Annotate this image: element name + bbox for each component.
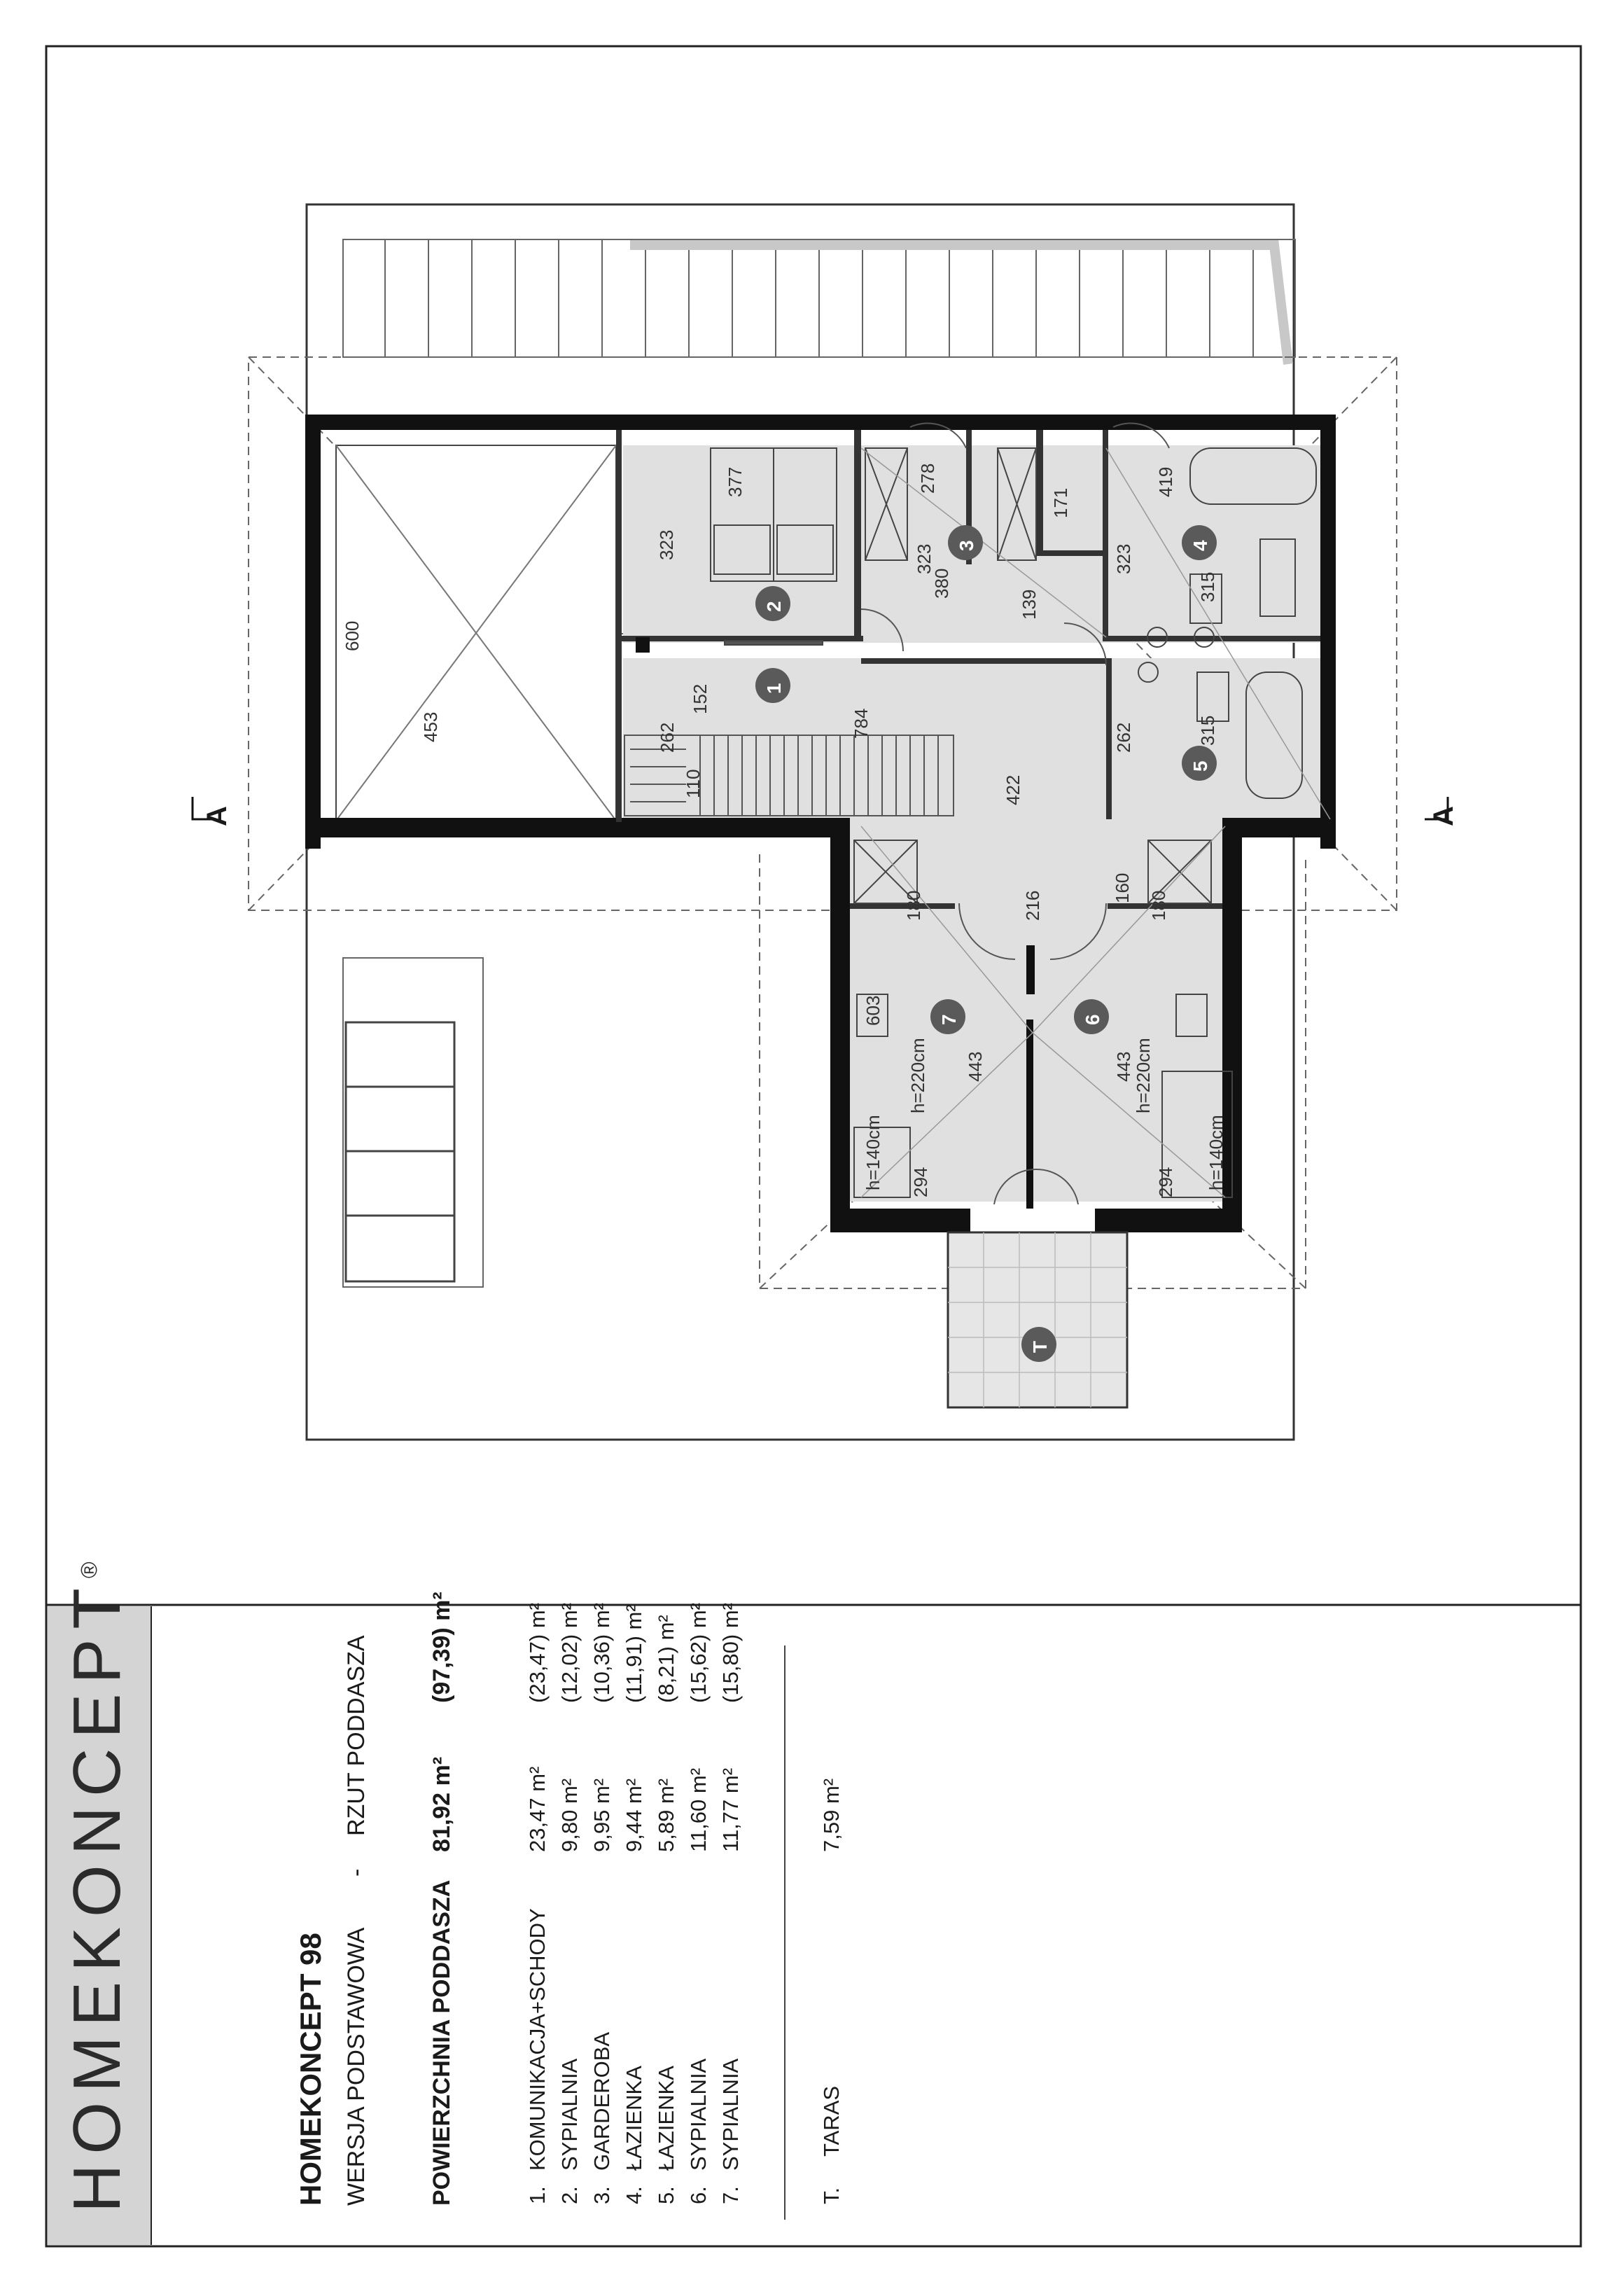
dimension-d323c: 323 (1113, 543, 1134, 574)
dimension-d323a: 323 (656, 529, 677, 560)
dimension-d110: 110 (683, 769, 704, 798)
logo-text: HOMEKONCEPT (60, 1578, 134, 2213)
terrace (948, 1232, 1127, 1407)
room-6-name: SYPIALNIA (686, 2058, 711, 2171)
room-marker-label-3: 3 (956, 540, 977, 551)
room-3-area: 9,95 m² (589, 1778, 614, 1852)
terrace-name: TARAS (819, 2085, 844, 2157)
room-3-name: GARDEROBA (589, 2031, 614, 2171)
room-6-area-total: (15,62) m² (686, 1603, 711, 1703)
room-7-area-total: (15,80) m² (718, 1603, 743, 1703)
dimension-d600: 600 (342, 620, 363, 651)
room-4-area-total: (11,91) m² (622, 1604, 646, 1703)
dimension-d152: 152 (690, 683, 711, 714)
room-1-num: 1. (525, 2186, 550, 2204)
ceiling-height-h140a: h=140cm (863, 1115, 884, 1190)
dimension-d278: 278 (917, 463, 938, 494)
area-total: (97,39) m² (428, 1592, 455, 1703)
dimension-d294a: 294 (910, 1167, 931, 1197)
room-marker-label-5: 5 (1189, 760, 1211, 772)
room-marker-label-4: 4 (1189, 540, 1211, 551)
room-7-name: SYPIALNIA (718, 2058, 743, 2171)
project-title: HOMEKONCEPT 98 (294, 1933, 327, 2206)
dimension-d453: 453 (420, 711, 441, 742)
dimension-d180b: 180 (1148, 890, 1169, 921)
dimension-d171: 171 (1050, 487, 1071, 518)
dimension-d443a: 443 (965, 1051, 986, 1082)
ceiling-height-h140b: h=140cm (1206, 1115, 1227, 1190)
room-3-num: 3. (589, 2186, 614, 2204)
dimension-d443b: 443 (1113, 1051, 1134, 1082)
dimension-d139: 139 (1019, 589, 1040, 620)
dimension-d315a: 315 (1197, 571, 1218, 602)
dimension-d180a: 180 (903, 890, 924, 921)
area-label: POWIERZCHNIA PODDASZA (428, 1879, 455, 2206)
room-1-area-total: (23,47) m² (525, 1603, 550, 1703)
room-2-area: 9,80 m² (557, 1778, 582, 1852)
version-label: WERSJA PODSTAWOWA (343, 1927, 370, 2206)
room-4-name: ŁAZIENKA (622, 2066, 646, 2171)
room-2-area-total: (12,02) m² (557, 1603, 582, 1703)
room-5-name: ŁAZIENKA (654, 2066, 678, 2171)
logo-registered-mark: ® (76, 1561, 102, 1578)
area-value: 81,92 m² (428, 1756, 455, 1852)
room-4-area: 9,44 m² (622, 1778, 646, 1852)
room-2-name: SYPIALNIA (557, 2058, 582, 2171)
room-marker-label-6: 6 (1082, 1014, 1103, 1025)
plan-name: RZUT PODDASZA (343, 1635, 370, 1836)
room-1-area: 23,47 m² (525, 1766, 550, 1852)
dimension-d377: 377 (725, 466, 746, 497)
dimension-d323b: 323 (914, 543, 935, 574)
dimension-d160: 160 (1112, 872, 1133, 903)
roof-window (346, 1022, 454, 1281)
dimension-d294b: 294 (1155, 1167, 1176, 1197)
terrace-area: 7,59 m² (819, 1778, 844, 1852)
section-mark-right: A (1428, 806, 1459, 826)
room-7-num: 7. (718, 2186, 743, 2204)
ceiling-height-h220b: h=220cm (1133, 1038, 1154, 1113)
terrace-divider (784, 1646, 785, 2220)
dimension-d422: 422 (1003, 774, 1024, 805)
room-marker-label-1: 1 (763, 683, 785, 694)
dimension-d216: 216 (1022, 890, 1043, 921)
dimension-d419: 419 (1155, 466, 1176, 497)
dimension-d380: 380 (931, 568, 952, 599)
dimension-d784: 784 (851, 708, 872, 739)
terrace-num: T. (819, 2187, 844, 2204)
dimension-d603: 603 (863, 995, 884, 1026)
roof-seams (385, 239, 1253, 357)
dimension-d262a: 262 (657, 722, 678, 753)
room-marker-label-7: 7 (938, 1014, 960, 1025)
room-1-name: KOMUNIKACJA+SCHODY (525, 1908, 550, 2171)
dimension-d262b: 262 (1113, 722, 1134, 753)
version-separator: - (343, 1868, 370, 1877)
room-6-num: 6. (686, 2186, 711, 2204)
ceiling-height-h220a: h=220cm (907, 1038, 928, 1113)
room-3-area-total: (10,36) m² (589, 1603, 614, 1703)
room-marker-label-2: 2 (763, 601, 785, 612)
room-5-area-total: (8,21) m² (654, 1615, 678, 1703)
section-mark-left: A (202, 806, 232, 826)
room-4-num: 4. (622, 2186, 646, 2204)
room-5-num: 5. (654, 2186, 678, 2204)
dimension-d315b: 315 (1197, 715, 1218, 746)
room-2-num: 2. (557, 2186, 582, 2204)
outer-frame (46, 46, 1581, 2246)
brand-logo (59, 1561, 136, 2213)
room-5-area: 5,89 m² (654, 1778, 678, 1852)
room-marker-label-t: T (1029, 1340, 1051, 1353)
room-7-area: 11,77 m² (718, 1767, 743, 1852)
room-6-area: 11,60 m² (686, 1767, 711, 1852)
